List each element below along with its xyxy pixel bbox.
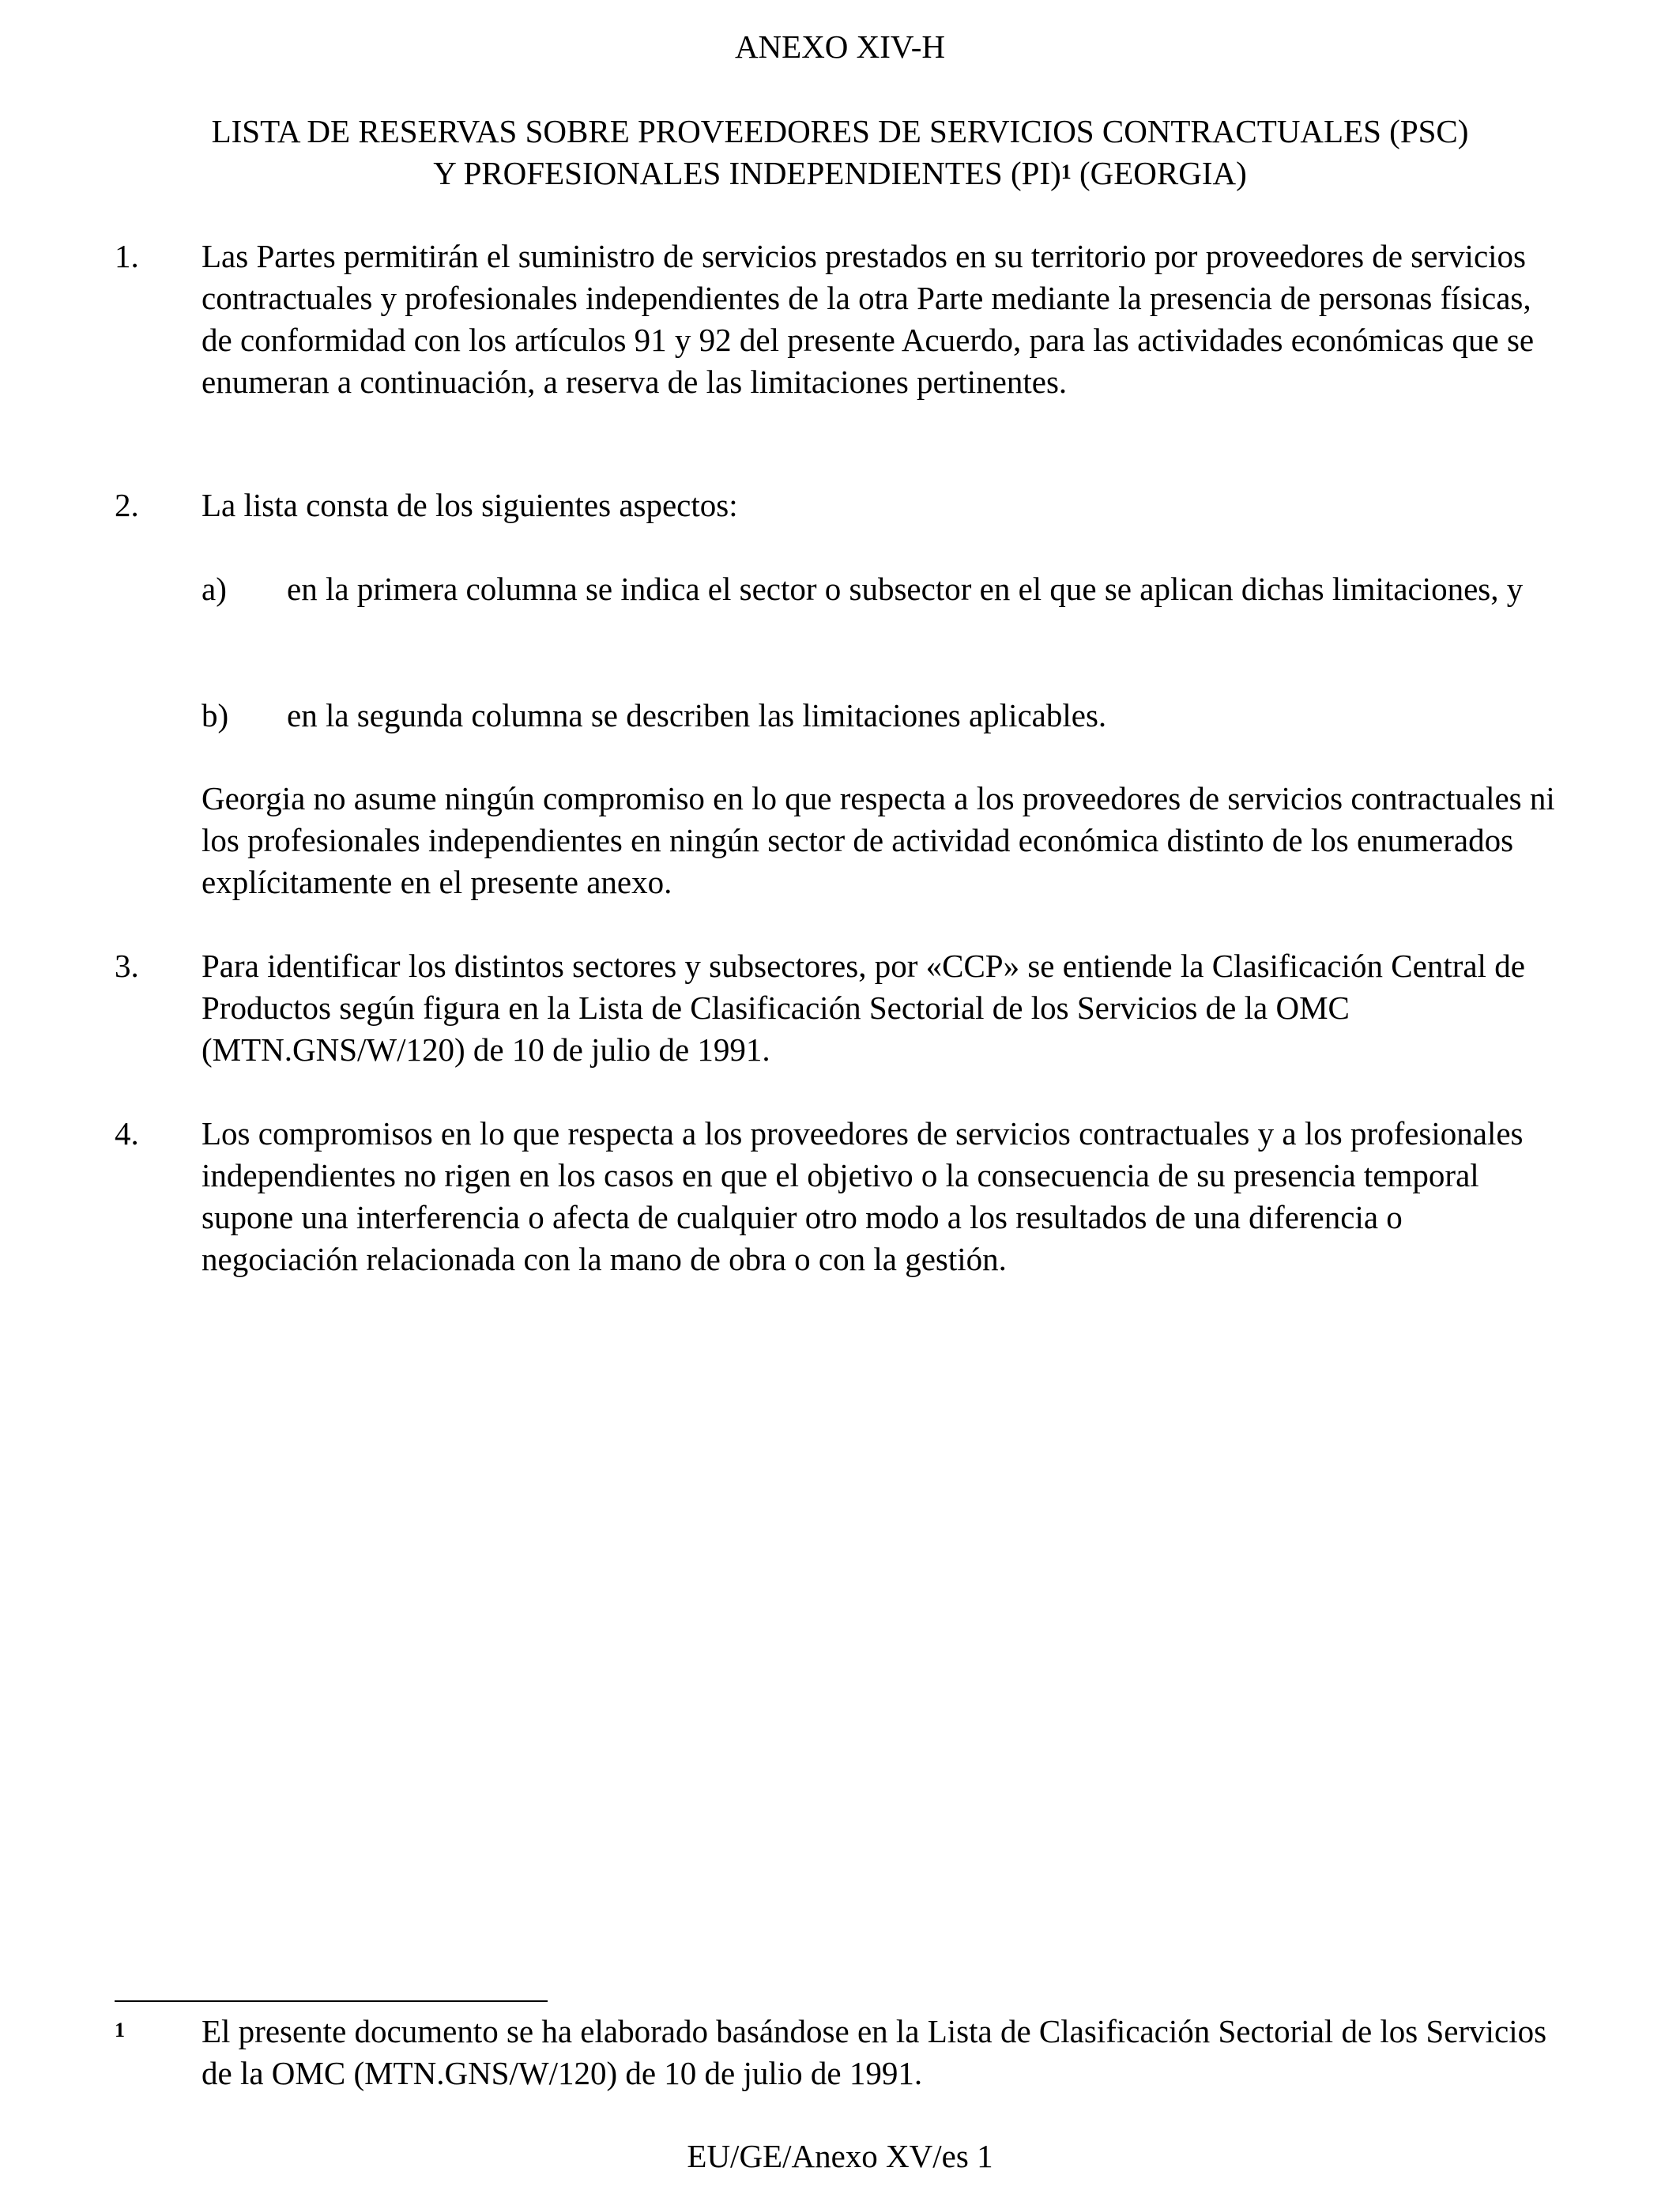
list-item-letter: a) bbox=[202, 571, 227, 607]
paragraph-number: 3. bbox=[115, 948, 139, 984]
paragraph-text: Los compromisos en lo que respecta a los proveedores de servicios contractuales y a los profesionales independientes no rigen en los casos en que el objetivo o la consecuencia de su presencia temporal supone una interferencia o afecta de cualquier otro modo a los resultados de una diferencia o negociación relacionada con la mano de obra o con la gestión. bbox=[202, 1115, 1524, 1277]
footnote-reference[interactable]: 1 bbox=[1060, 160, 1072, 183]
paragraph-text: Para identificar los distintos sectores y subsectores, por «CCP» se entiende la Clasificación Central de Productos según figura en la Lista de Clasificación Sectorial de los Servicios de la OMC (MTN.GNS/W/120) de 10 de julio de 1991. bbox=[202, 948, 1525, 1068]
main-heading-line2-text: Y PROFESIONALES INDEPENDIENTES (PI) bbox=[433, 155, 1061, 191]
page-footer-reference: EU/GE/Anexo XV/es 1 bbox=[687, 2138, 993, 2174]
list-item-text: en la primera columna se indica el sector o subsector en el que se aplican dichas limitaciones, y bbox=[287, 571, 1524, 607]
paragraph-number: 2. bbox=[115, 487, 139, 523]
main-heading-line1: LISTA DE RESERVAS SOBRE PROVEEDORES DE SERVICIOS CONTRACTUALES (PSC) bbox=[211, 113, 1469, 149]
footnote-separator bbox=[115, 2000, 548, 2002]
annex-title: ANEXO XIV-H bbox=[734, 28, 946, 65]
footnote-text: El presente documento se ha elaborado basándose en la Lista de Clasificación Sectorial de los Servicios de la OMC (MTN.GNS/W/120) de 10 de julio de 1991. bbox=[202, 2013, 1547, 2091]
list-item-letter: b) bbox=[202, 697, 229, 733]
list-item-text: en la segunda columna se describen las limitaciones aplicables. bbox=[287, 697, 1107, 733]
main-heading bbox=[0, 111, 1680, 194]
main-heading-line2 bbox=[0, 153, 1680, 194]
paragraph-number: 1. bbox=[115, 238, 139, 274]
paragraph-text: Las Partes permitirán el suministro de servicios prestados en su territorio por proveedores de servicios contractuales y profesionales independientes de la otra Parte mediante la presencia de personas físicas, de conformidad con los artículos 91 y 92 del presente Acuerdo, para las actividades económicas que se enumeran a continuación, a reserva de las limitaciones pertinentes. bbox=[202, 238, 1535, 400]
paragraph-text: La lista consta de los siguientes aspectos: bbox=[202, 487, 738, 523]
georgia-note: Georgia no asume ningún compromiso en lo que respecta a los proveedores de servicios contractuales ni los profesionales independientes en ningún sector de actividad económica distinto de los enumerados explícitamente en el presente anexo. bbox=[202, 780, 1555, 900]
main-heading-line2-country: (GEORGIA) bbox=[1071, 155, 1247, 191]
footnote-mark: 1 bbox=[115, 2019, 125, 2041]
paragraph-number: 4. bbox=[115, 1115, 139, 1152]
